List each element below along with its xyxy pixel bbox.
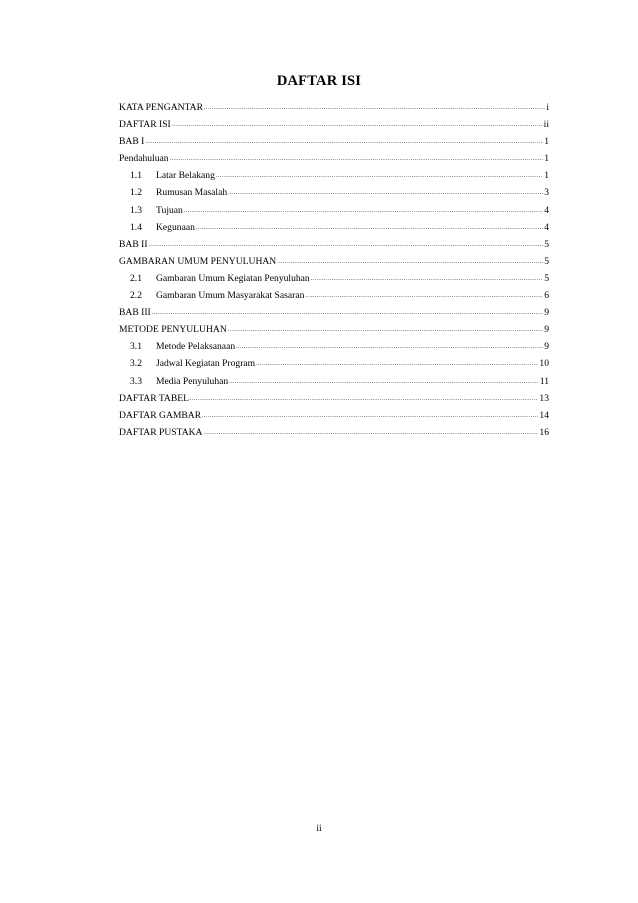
- dot-leader: [172, 118, 543, 129]
- dot-leader: [229, 375, 539, 386]
- toc-entry-page-number: 11: [539, 375, 549, 387]
- toc-entry-label: DAFTAR TABEL: [119, 392, 189, 404]
- toc-entry-label: BAB II: [119, 238, 148, 250]
- toc-entry-number: 2.1: [130, 272, 142, 284]
- toc-entry-page-number: ii: [543, 119, 549, 131]
- toc-entry-number: 1.2: [130, 187, 142, 199]
- toc-entry-label: Pendahuluan: [119, 153, 169, 165]
- toc-entry-number: 3.3: [130, 375, 142, 387]
- toc-entry-number: 3.2: [130, 358, 142, 370]
- toc-entry-page-number: 1: [544, 153, 549, 165]
- toc-entry-page-number: 5: [544, 238, 549, 250]
- toc-entry-number: 3.1: [130, 341, 142, 353]
- toc-entry-page-number: 13: [539, 392, 549, 404]
- toc-entry[interactable]: [119, 358, 549, 375]
- dot-leader: [196, 221, 543, 232]
- toc-entry-label: Metode Pelaksanaan: [156, 341, 236, 353]
- toc-entry[interactable]: [119, 170, 549, 187]
- toc-entry[interactable]: [119, 410, 549, 427]
- toc-entry-label: Gambaran Umum Masyarakat Sasaran: [156, 290, 305, 302]
- dot-leader: [184, 204, 543, 215]
- toc-entry[interactable]: [119, 153, 549, 170]
- toc-entry[interactable]: [119, 205, 549, 222]
- toc-entry-label: Rumusan Masalah: [156, 187, 228, 199]
- dot-leader: [256, 357, 538, 368]
- toc-entry[interactable]: [119, 119, 549, 136]
- toc-entry-number: 2.2: [130, 290, 142, 302]
- dot-leader: [305, 289, 543, 300]
- toc-entry[interactable]: [119, 427, 549, 444]
- toc-entry[interactable]: [119, 341, 549, 358]
- toc-entry[interactable]: [119, 273, 549, 290]
- toc-entry-label: METODE PENYULUHAN: [119, 324, 227, 336]
- toc-entry-label: BAB I: [119, 136, 145, 148]
- toc-entry-page-number: 4: [544, 221, 549, 233]
- toc-entry-page-number: 14: [539, 409, 549, 421]
- toc-entry[interactable]: [119, 136, 549, 153]
- toc-entry-page-number: 1: [544, 170, 549, 182]
- toc-entry-label: Tujuan: [156, 204, 183, 216]
- toc-entry-label: GAMBARAN UMUM PENYULUHAN: [119, 255, 277, 267]
- toc-entry[interactable]: [119, 376, 549, 393]
- toc-entry[interactable]: [119, 239, 549, 256]
- toc-entry-label: BAB III: [119, 307, 151, 319]
- toc-entry-page-number: 16: [539, 426, 549, 438]
- toc-entry-label: DAFTAR GAMBAR: [119, 409, 202, 421]
- footer-page-number: ii: [316, 823, 322, 834]
- toc-entry-label: Latar Belakang: [156, 170, 215, 182]
- toc-entry-label: Kegunaan: [156, 221, 195, 233]
- toc-entry-label: Gambaran Umum Kegiatan Penyuluhan: [156, 272, 310, 284]
- toc-entry-page-number: 1: [544, 136, 549, 148]
- toc-entry-page-number: 3: [544, 187, 549, 199]
- dot-leader: [152, 306, 543, 317]
- toc-entry-label: Media Penyuluhan: [156, 375, 229, 387]
- toc-entry[interactable]: [119, 187, 549, 204]
- dot-leader: [204, 101, 545, 112]
- dot-leader: [190, 392, 538, 403]
- dot-leader: [311, 272, 543, 283]
- toc-entry-number: 1.3: [130, 204, 142, 216]
- toc-entry-page-number: 10: [539, 358, 549, 370]
- toc-entry[interactable]: [119, 222, 549, 239]
- dot-leader: [145, 135, 543, 146]
- toc-entry[interactable]: [119, 256, 549, 273]
- toc-entry-number: 1.4: [130, 221, 142, 233]
- dot-leader: [149, 238, 544, 249]
- toc-entry-page-number: i: [546, 102, 549, 113]
- dot-leader: [228, 186, 543, 197]
- table-of-contents: [119, 102, 549, 444]
- toc-entry[interactable]: [119, 307, 549, 324]
- toc-entry[interactable]: [119, 393, 549, 410]
- toc-entry[interactable]: [119, 324, 549, 341]
- toc-entry-label: Jadwal Kegiatan Program: [156, 358, 256, 370]
- toc-entry-page-number: 9: [544, 324, 549, 336]
- dot-leader: [216, 169, 543, 180]
- toc-entry-number: 1.1: [130, 170, 142, 182]
- dot-leader: [277, 255, 543, 266]
- toc-entry-page-number: 9: [544, 341, 549, 353]
- dot-leader: [204, 426, 539, 437]
- toc-entry-label: DAFTAR ISI: [119, 119, 171, 131]
- toc-entry[interactable]: [119, 102, 549, 119]
- dot-leader: [170, 152, 544, 163]
- dot-leader: [202, 409, 538, 420]
- toc-entry-label: KATA PENGANTAR: [119, 102, 204, 113]
- dot-leader: [228, 323, 543, 334]
- toc-entry[interactable]: [119, 290, 549, 307]
- toc-entry-page-number: 5: [544, 272, 549, 284]
- toc-entry-page-number: 4: [544, 204, 549, 216]
- toc-entry-label: DAFTAR PUSTAKA: [119, 426, 203, 438]
- toc-entry-page-number: 9: [544, 307, 549, 319]
- toc-entry-page-number: 6: [544, 290, 549, 302]
- toc-entry-page-number: 5: [544, 255, 549, 267]
- page-title: DAFTAR ISI: [276, 73, 362, 89]
- dot-leader: [236, 340, 543, 351]
